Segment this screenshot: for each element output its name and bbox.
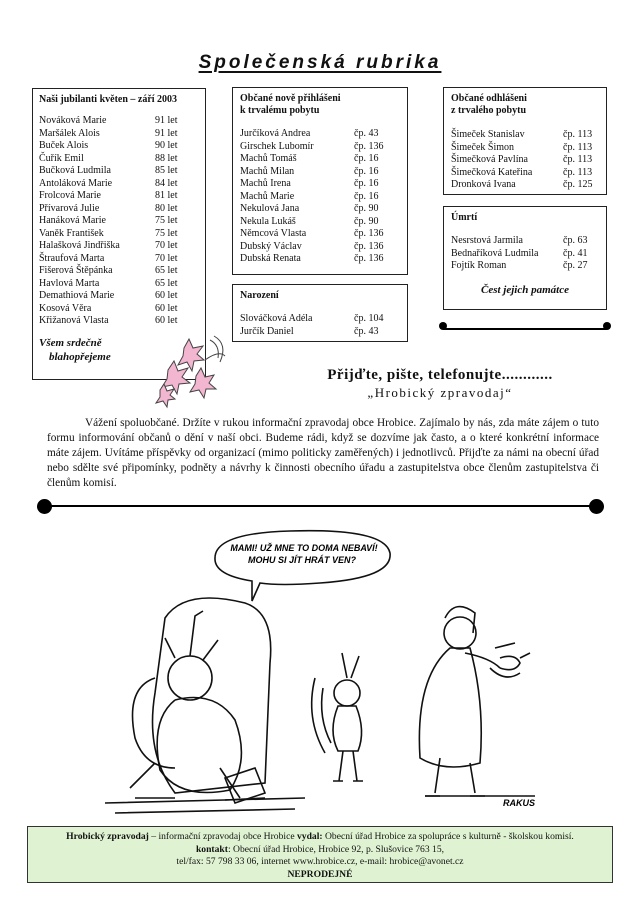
item-name: Havlová Marta	[39, 277, 100, 289]
list-item	[240, 253, 400, 266]
list-item	[39, 253, 199, 266]
item-value: čp. 113	[563, 141, 593, 153]
item-value: 60 let	[155, 315, 178, 326]
footer-line: kontakt: Obecní úřad Hrobice, Hrobice 92, p. Slušovice 763 15,	[195, 843, 445, 855]
item-value: 70 let	[155, 240, 178, 251]
item-name: Jurčíková Andrea	[240, 128, 311, 139]
list-item	[451, 167, 599, 180]
list-item	[240, 178, 400, 191]
item-name: Jurčík Daniel	[240, 325, 294, 337]
flower-icon	[150, 330, 230, 410]
jubilants-heading: Naši jubilanti květen – září 2003	[39, 94, 178, 105]
list-item	[39, 128, 199, 141]
item-value: čp. 136	[354, 228, 384, 239]
departures-heading: Občané odhlášeni	[451, 93, 527, 104]
list-item	[39, 153, 199, 166]
item-name: Machů Marie	[240, 190, 295, 202]
item-name: Antoláková Marie	[39, 177, 113, 189]
call-subline: „Hrobický zpravodaj“	[367, 385, 513, 400]
list-item	[240, 166, 400, 179]
item-name: Bučková Ludmila	[39, 165, 111, 176]
item-value: čp. 16	[354, 178, 379, 189]
item-name: Vaněk František	[39, 227, 104, 239]
list-item	[240, 203, 400, 216]
new-residents-heading: k trvalému pobytu	[240, 105, 320, 116]
footer-line: NEPRODEJNÉ	[287, 868, 353, 880]
item-value: 81 let	[155, 190, 178, 201]
item-value: 80 let	[155, 202, 178, 214]
departures-list	[451, 129, 599, 192]
cartoon	[95, 528, 545, 818]
item-name: Demathiová Marie	[39, 290, 115, 301]
item-name: Halašková Jindřiška	[39, 240, 120, 251]
item-value: čp. 90	[354, 215, 379, 227]
list-item	[39, 165, 199, 178]
item-value: čp. 104	[354, 313, 384, 324]
item-name: Machů Tomáš	[240, 153, 297, 164]
item-value: čp. 136	[354, 140, 384, 152]
list-item	[451, 154, 599, 167]
item-value: 60 let	[155, 290, 178, 301]
divider	[443, 328, 607, 330]
deaths-box	[443, 206, 607, 310]
new-residents-list	[240, 128, 400, 266]
item-value: 91 let	[155, 115, 178, 126]
list-item	[39, 228, 199, 241]
greeting-line: Všem srdečně	[39, 336, 102, 349]
item-value: 75 let	[155, 215, 178, 226]
list-item	[451, 248, 599, 261]
item-name: Dronková Ivana	[451, 179, 516, 190]
list-item	[39, 240, 199, 253]
item-name: Fojtík Roman	[451, 260, 507, 271]
item-name: Přívarová Julie	[39, 202, 100, 214]
list-item	[240, 313, 400, 326]
list-item	[39, 203, 199, 216]
item-name: Šimečková Kateřina	[451, 166, 533, 178]
cartoon-signature: RAKUS	[503, 798, 536, 808]
departures-box	[443, 87, 607, 195]
list-item	[240, 191, 400, 204]
item-name: Šimečková Pavlína	[451, 154, 528, 165]
list-item	[240, 228, 400, 241]
list-item	[240, 128, 400, 141]
births-heading: Narození	[240, 290, 279, 301]
list-item	[240, 241, 400, 254]
item-name: Nekulová Jana	[240, 203, 300, 214]
item-name: Frolcová Marie	[39, 190, 101, 201]
item-name: Nováková Marie	[39, 115, 107, 126]
item-value: čp. 16	[354, 153, 379, 164]
list-item	[39, 215, 199, 228]
item-value: 90 let	[155, 140, 178, 151]
list-item	[451, 129, 599, 142]
item-value: čp. 125	[563, 179, 593, 190]
page-title: Společenská rubrika	[198, 52, 442, 73]
item-name: Buček Alois	[39, 140, 89, 151]
item-value: čp. 43	[354, 128, 379, 139]
item-value: 84 let	[155, 177, 178, 189]
list-item	[451, 235, 599, 248]
item-value: čp. 41	[563, 247, 588, 259]
new-residents-box	[232, 87, 408, 275]
item-name: Dubský Václav	[240, 240, 302, 252]
list-item	[39, 178, 199, 191]
item-value: čp. 43	[354, 325, 379, 337]
item-value: čp. 113	[563, 154, 593, 165]
intro-paragraph: Vážení spoluobčané. Držíte v rukou informační zpravodaj obce Hrobice. Zajímalo by nás, zda máte zájem o tuto formu informování občanů o dění v naší obci. Budeme rádi, když se dozvíme jak často, a o které konkrétní informace máte zájem. Uvítáme příspěvky od organizací (mimo politicky zaměřených) i jednotlivců. Přijďte za námi na obecní úřad nebo sdělte své připomínky, podněty a návrhy k činnosti obecního úřadu a zastupitelstva obce členům zastupitelstva či členům komisí.	[47, 417, 599, 489]
speech-text: MAMI! UŽ MNE TO DOMA NEBAVÍ!	[230, 543, 378, 553]
item-name: Girschek Lubomír	[240, 140, 314, 152]
speech-text: MOHU SI JÍT HRÁT VEN?	[247, 555, 357, 565]
item-value: čp. 27	[563, 260, 588, 271]
item-value: 85 let	[155, 165, 178, 176]
births-list	[240, 313, 400, 338]
item-name: Bednaříková Ludmila	[451, 247, 539, 259]
item-name: Slováčková Adéla	[240, 313, 313, 324]
deaths-list	[451, 235, 599, 273]
jubilants-list	[39, 115, 199, 328]
item-value: čp. 90	[354, 203, 379, 214]
list-item	[240, 141, 400, 154]
item-name: Machů Irena	[240, 178, 291, 189]
item-name: Čuřík Emil	[39, 152, 84, 164]
list-item	[240, 216, 400, 229]
footer	[27, 826, 613, 883]
footer-line: Hrobický zpravodaj – informační zpravodaj obce Hrobice vydal: Obecní úřad Hrobice za spolupráce s kulturně - školskou komisí.	[66, 831, 574, 842]
item-value: čp. 16	[354, 165, 379, 177]
births-box	[232, 284, 408, 342]
item-name: Nekula Lukáš	[240, 215, 296, 227]
item-name: Kosová Věra	[39, 302, 92, 314]
item-value: 65 let	[155, 277, 178, 289]
divider	[44, 505, 596, 507]
new-residents-heading: Občané nově přihlášeni	[240, 93, 341, 104]
greeting-line: blahopřejeme	[49, 350, 111, 363]
item-name: Štraufová Marta	[39, 252, 105, 264]
item-value: 88 let	[155, 152, 178, 164]
list-item	[39, 290, 199, 303]
item-value: 91 let	[155, 127, 178, 139]
item-name: Němcová Vlasta	[240, 228, 307, 239]
item-value: čp. 136	[354, 240, 384, 252]
list-item	[240, 326, 400, 339]
item-value: čp. 113	[563, 129, 593, 140]
list-item	[240, 153, 400, 166]
item-name: Šimeček Stanislav	[451, 129, 525, 140]
item-value: čp. 63	[563, 235, 588, 246]
list-item	[451, 260, 599, 273]
list-item	[39, 278, 199, 291]
deaths-heading: Úmrtí	[451, 212, 478, 223]
list-item	[39, 140, 199, 153]
item-value: 60 let	[155, 302, 178, 314]
item-name: Hanáková Marie	[39, 215, 106, 226]
item-value: 65 let	[155, 265, 178, 276]
item-name: Šimeček Šimon	[451, 141, 515, 153]
departures-heading: z trvalého pobytu	[451, 105, 526, 116]
memorial-text: Čest jejich památce	[481, 283, 569, 296]
item-name: Nesrstová Jarmila	[451, 235, 523, 246]
list-item	[39, 315, 199, 328]
item-name: Maršálek Alois	[39, 127, 100, 139]
footer-line: tel/fax: 57 798 33 06, internet www.hrobice.cz, e-mail: hrobice@avonet.cz	[176, 856, 464, 868]
list-item	[39, 115, 199, 128]
item-value: čp. 16	[354, 190, 379, 202]
item-name: Dubská Renata	[240, 253, 301, 264]
item-name: Machů Milan	[240, 165, 295, 177]
item-value: 75 let	[155, 227, 178, 239]
item-value: čp. 136	[354, 253, 384, 264]
item-name: Fišerová Štěpánka	[39, 265, 113, 276]
list-item	[39, 265, 199, 278]
cartoon-drawing	[95, 528, 545, 818]
list-item	[451, 179, 599, 192]
call-headline: Přijďte, pište, telefonujte............	[327, 367, 553, 383]
item-name: Křižanová Vlasta	[39, 315, 109, 326]
list-item	[39, 190, 199, 203]
list-item	[39, 303, 199, 316]
item-value: čp. 113	[563, 166, 593, 178]
list-item	[451, 142, 599, 155]
item-value: 70 let	[155, 252, 178, 264]
